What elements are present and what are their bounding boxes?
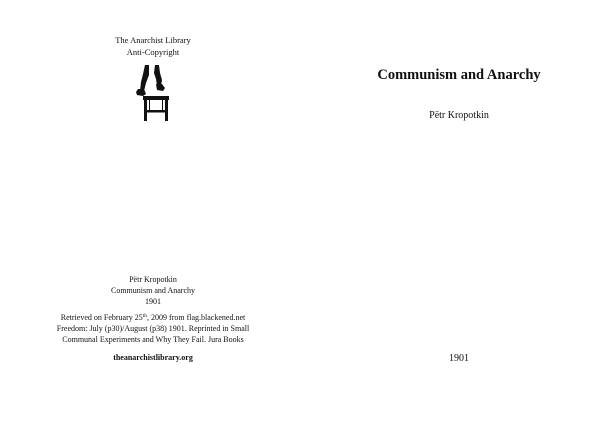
colophon-year: 1901 [145,297,161,306]
retrieved-suffix: , 2009 from flag.blackened.net [147,313,246,322]
colophon-author: Pëtr Kropotkin [129,275,177,284]
anarchist-library-logo [124,65,184,122]
site-url: theanarchistlibrary.org [113,353,193,362]
library-name: The Anarchist Library [115,35,191,45]
colophon-source [53,312,253,345]
book-title: Communism and Anarchy [377,67,541,83]
colophon-title: Communism and Anarchy [111,286,195,295]
source-line-publication: Freedom: July (p30)/August (p38) 1901. Reprinted in Small [56,324,250,333]
book-year: 1901 [449,353,469,364]
book-author: Pëtr Kropotkin [429,110,489,121]
copyright-notice: Anti-Copyright [126,47,180,57]
source-line-reprint: Communal Experiments and Why They Fail. Jura Books [62,335,244,344]
right-page [306,0,612,434]
retrieved-prefix: Retrieved on February 25 [60,313,143,322]
retrieved-ordinal: th [142,313,148,319]
source-line-retrieved [53,312,253,323]
